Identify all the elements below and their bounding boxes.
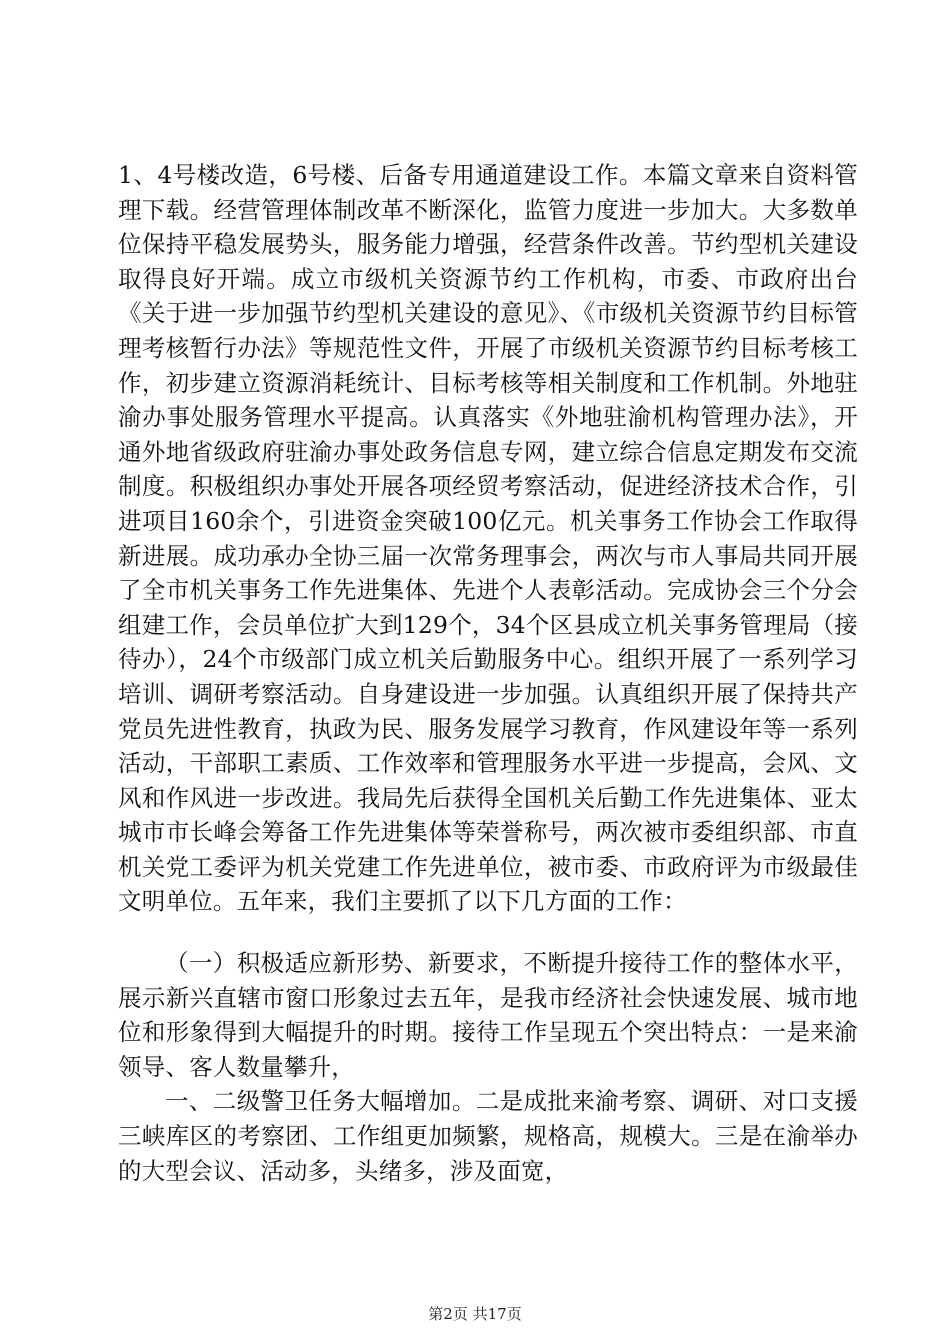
paragraph-gap <box>118 919 858 946</box>
page-number-footer: 第2页 共17页 <box>428 1305 522 1323</box>
document-body <box>118 158 858 1188</box>
paragraph-2: （一）积极适应新形势、新要求，不断提升接待工作的整体水平，展示新兴直辖市窗口形象过去五年，是我市经济社会快速发展、城市地位和形象得到大幅提升的时期。接待工作呈现五个突出特点：一是来渝领导、客人数量攀升， <box>118 949 858 1081</box>
paragraph-3: 一、二级警卫任务大幅增加。二是成批来渝考察、调研、对口支援三峡库区的考察团、工作组更加频繁，规格高，规模大。三是在渝举办的大型会议、活动多，头绪多，涉及面宽， <box>118 1087 858 1185</box>
paragraph-1: 1、4号楼改造，6号楼、后备专用通道建设工作。本篇文章来自资料管理下载。经营管理体制改革不断深化，监管力度进一步加大。大多数单位保持平稳发展势头，服务能力增强，经营条件改善。节约型机关建设取得良好开端。成立市级机关资源节约工作机构，市委、市政府出台《关于进一步加强节约型机关建设的意见》、《市级机关资源节约目标管理考核暂行办法》等规范性文件，开展了市级机关资源节约目标考核工作，初步建立资源消耗统计、目标考核等相关制度和工作机制。外地驻渝办事处服务管理水平提高。认真落实《外地驻渝机构管理办法》，开通外地省级政府驻渝办事处政务信息专网，建立综合信息定期发布交流制度。积极组织办事处开展各项经贸考察活动，促进经济技术合作，引进项目160余个，引进资金突破100亿元。机关事务工作协会工作取得新进展。成功承办全协三届一次常务理事会，两次与市人事局共同开展了全市机关事务工作先进集体、先进个人表彰活动。完成协会三个分会组建工作，会员单位扩大到129个，34个区县成立机关事务管理局（接待办），24个市级部门成立机关后勤服务中心。组织开展了一系列学习培训、调研考察活动。自身建设进一步加强。认真组织开展了保持共产党员先进性教育，执政为民、服务发展学习教育，作风建设年等一系列活动，干部职工素质、工作效率和管理服务水平进一步提高，会风、文风和作风进一步改进。我局先后获得全国机关后勤工作先进集体、亚太城市市长峰会筹备工作先进集体等荣誉称号，两次被市委组织部、市直机关党工委评为机关党建工作先进单位，被市委、市政府评为市级最佳文明单位。五年来，我们主要抓了以下几方面的工作： <box>118 161 858 916</box>
